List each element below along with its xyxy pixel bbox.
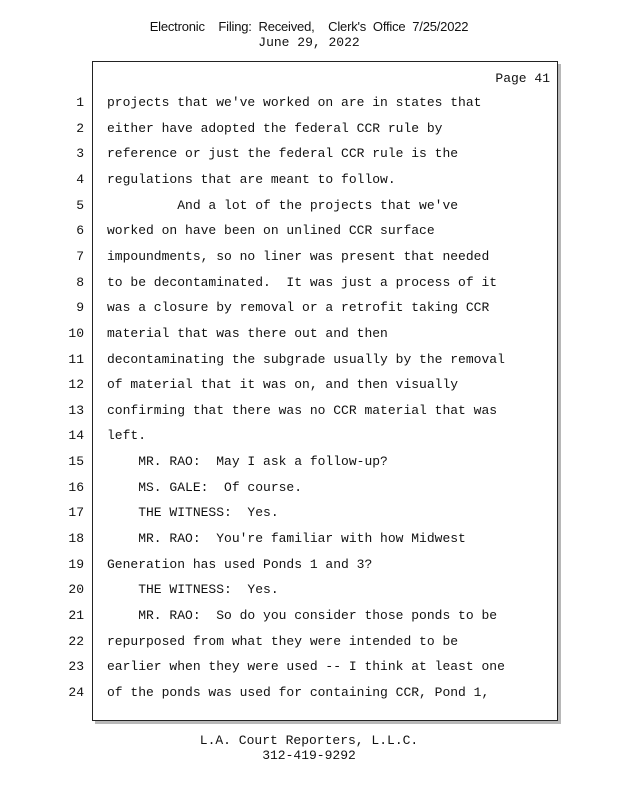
- line-number: 23: [68, 659, 84, 674]
- footer-company: L.A. Court Reporters, L.L.C.: [199, 733, 419, 748]
- line-number: 13: [68, 403, 84, 418]
- transcript-line: THE WITNESS: Yes.: [107, 582, 279, 597]
- transcript-line: decontaminating the subgrade usually by the removal: [107, 352, 505, 367]
- transcript-line: impoundments, so no liner was present that needed: [107, 249, 490, 264]
- transcript-line: Generation has used Ponds 1 and 3?: [107, 557, 373, 572]
- line-number: 9: [76, 300, 84, 315]
- line-number: 16: [68, 480, 84, 495]
- transcript-line: of material that it was on, and then visually: [107, 377, 459, 392]
- line-number: 2: [76, 121, 84, 136]
- transcript-line: was a closure by removal or a retrofit taking CCR: [107, 300, 490, 315]
- line-number: 19: [68, 557, 84, 572]
- transcript-line: projects that we've worked on are in states that: [107, 95, 482, 110]
- line-number: 5: [76, 198, 84, 213]
- transcript-line: left.: [107, 428, 147, 443]
- transcript-line: MS. GALE: Of course.: [107, 480, 303, 495]
- transcript-line: MR. RAO: You're familiar with how Midwest: [107, 531, 466, 546]
- line-number: 15: [68, 454, 84, 469]
- line-number: 14: [68, 428, 84, 443]
- transcript-line: worked on have been on unlined CCR surface: [107, 223, 435, 238]
- transcript-line: MR. RAO: May I ask a follow-up?: [107, 454, 388, 469]
- filing-stamp: Electronic Filing: Received, Clerk's Office 7/25/2022: [149, 19, 469, 34]
- line-number: 10: [68, 326, 84, 341]
- transcript-line: earlier when they were used -- I think at least one: [107, 659, 505, 674]
- transcript-line: reference or just the federal CCR rule is the: [107, 146, 459, 161]
- line-number: 1: [76, 95, 84, 110]
- transcript-line: to be decontaminated. It was just a process of it: [107, 275, 498, 290]
- transcript-line: confirming that there was no CCR material that was: [107, 403, 498, 418]
- transcript-line: regulations that are meant to follow.: [107, 172, 396, 187]
- line-number: 22: [68, 634, 84, 649]
- line-number: 18: [68, 531, 84, 546]
- line-number: 11: [68, 352, 84, 367]
- line-number: 7: [76, 249, 84, 264]
- transcript-line: material that was there out and then: [107, 326, 388, 341]
- line-number: 4: [76, 172, 84, 187]
- line-number: 17: [68, 505, 84, 520]
- transcript-line: THE WITNESS: Yes.: [107, 505, 279, 520]
- transcript-line: repurposed from what they were intended to be: [107, 634, 459, 649]
- line-number: 24: [68, 685, 84, 700]
- transcript-line: of the ponds was used for containing CCR, Pond 1,: [107, 685, 490, 700]
- transcript-line: MR. RAO: So do you consider those ponds to be: [107, 608, 498, 623]
- line-number: 12: [68, 377, 84, 392]
- line-number: 21: [68, 608, 84, 623]
- line-number: 3: [76, 146, 84, 161]
- line-number: 6: [76, 223, 84, 238]
- footer-phone: 312-419-9292: [262, 748, 356, 763]
- page-number: Page 41: [495, 71, 550, 86]
- line-number: 20: [68, 582, 84, 597]
- transcript-line: And a lot of the projects that we've: [107, 198, 459, 213]
- deposition-date: June 29, 2022: [258, 35, 360, 50]
- line-number: 8: [76, 275, 84, 290]
- transcript-line: either have adopted the federal CCR rule by: [107, 121, 443, 136]
